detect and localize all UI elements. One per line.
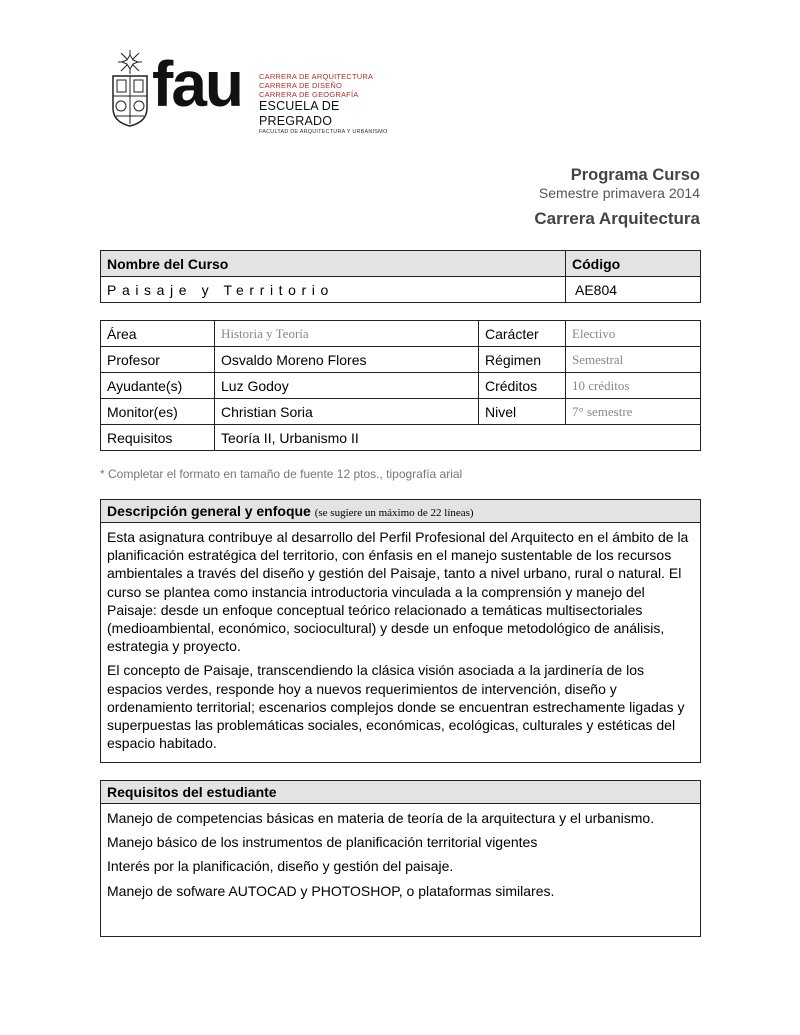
course-info-table	[100, 320, 701, 451]
header-titles	[300, 165, 700, 230]
requirement-item: Manejo de sofware AUTOCAD y PHOTOSHOP, o plataformas similares.	[107, 882, 555, 899]
page-title: Programa Curso	[570, 166, 700, 184]
caracter-value: Electivo	[566, 321, 701, 347]
career-title: Carrera Arquitectura	[534, 209, 700, 228]
description-section	[100, 499, 701, 763]
area-value: Historia y Teoría	[215, 321, 479, 347]
regimen-label: Régimen	[479, 347, 566, 373]
format-note: * Completar el formato en tamaño de fuente 12 ptos., tipografía arial	[100, 467, 463, 481]
description-body	[101, 523, 700, 758]
requisitos-label: Requisitos	[101, 425, 215, 451]
requirements-body	[101, 804, 700, 906]
requirement-item: Manejo básico de los instrumentos de planificación territorial vigentes	[107, 834, 538, 851]
logo-line-geografia: CARRERA DE GEOGRAFÍA	[259, 90, 359, 99]
course-name: Paisaje y Territorio	[101, 277, 566, 303]
requisitos-value: Teoría II, Urbanismo II	[215, 425, 701, 451]
university-crest-icon	[108, 48, 152, 128]
profesor-label: Profesor	[101, 347, 215, 373]
requirements-header: Requisitos del estudiante	[101, 781, 700, 804]
caracter-label: Carácter	[479, 321, 566, 347]
requirement-item: Interés por la planificación, diseño y gestión del paisaje.	[107, 858, 454, 875]
logo-text	[259, 72, 408, 136]
nivel-label: Nivel	[479, 399, 566, 425]
semester-label: Semestre primavera 2014	[538, 185, 700, 201]
profesor-value: Osvaldo Moreno Flores	[215, 347, 479, 373]
description-title: Descripción general y enfoque	[107, 503, 311, 519]
course-name-header: Nombre del Curso	[101, 251, 566, 277]
regimen-value: Semestral	[566, 347, 701, 373]
logo-line-facultad: FACULTAD DE ARQUITECTURA Y URBANISMO	[259, 129, 388, 135]
description-header	[101, 500, 700, 523]
logo-line-diseno: CARRERA DE DISEÑO	[259, 81, 342, 90]
logo-line-arquitectura: CARRERA DE ARQUITECTURA	[259, 72, 374, 81]
course-table	[100, 250, 701, 303]
area-label: Área	[101, 321, 215, 347]
description-title-note: (se sugiere un máximo de 22 líneas)	[314, 507, 474, 519]
creditos-value: 10 créditos	[566, 373, 701, 399]
monitor-value: Christian Soria	[215, 399, 479, 425]
requirement-item: Manejo de competencias básicas en materia de teoría de la arquitectura y el urbanismo.	[107, 810, 655, 826]
description-paragraph: Esta asignatura contribuye al desarrollo del Perfil Profesional del Arquitecto en el ámbito de la planificación estratégica del territorio, con énfasis en el manejo sustentable de los recursos ambientales a través del diseño y gestión del Paisaje, tanto a nivel urbano, rural o natural. El curso se plantea como instancia introductoria vinculada a la comprensión y manejo del Paisaje: desde un enfoque conceptual teórico relacionado a temáticas multisectoriales (medioambiental, económico, sociocultural) y desde un enfoque metodológico de análisis, estrategia y proyecto.	[107, 529, 689, 655]
creditos-label: Créditos	[479, 373, 566, 399]
nivel-value: 7° semestre	[566, 399, 701, 425]
fau-wordmark: fau	[152, 48, 242, 120]
course-code: AE804	[566, 277, 701, 303]
logo-line-escuela: ESCUELA DE PREGRADO	[259, 99, 340, 128]
monitor-label: Monitor(es)	[101, 399, 215, 425]
description-paragraph: El concepto de Paisaje, transcendiendo la clásica visión asociada a la jardinería de los espacios verdes, responde hoy a nuevos requerimientos de intervención, diseño y ordenamiento territorial; escenarios complejos donde se encuentran estrechamente ligadas y superpuestas las problemáticas sociales, económicas, ecológicas, culturales y estéticas del espacio habitado.	[107, 662, 685, 752]
requirements-section	[100, 780, 701, 937]
ayudante-label: Ayudante(s)	[101, 373, 215, 399]
course-code-header: Código	[566, 251, 701, 277]
fau-logo	[108, 48, 408, 135]
ayudante-value: Luz Godoy	[215, 373, 479, 399]
